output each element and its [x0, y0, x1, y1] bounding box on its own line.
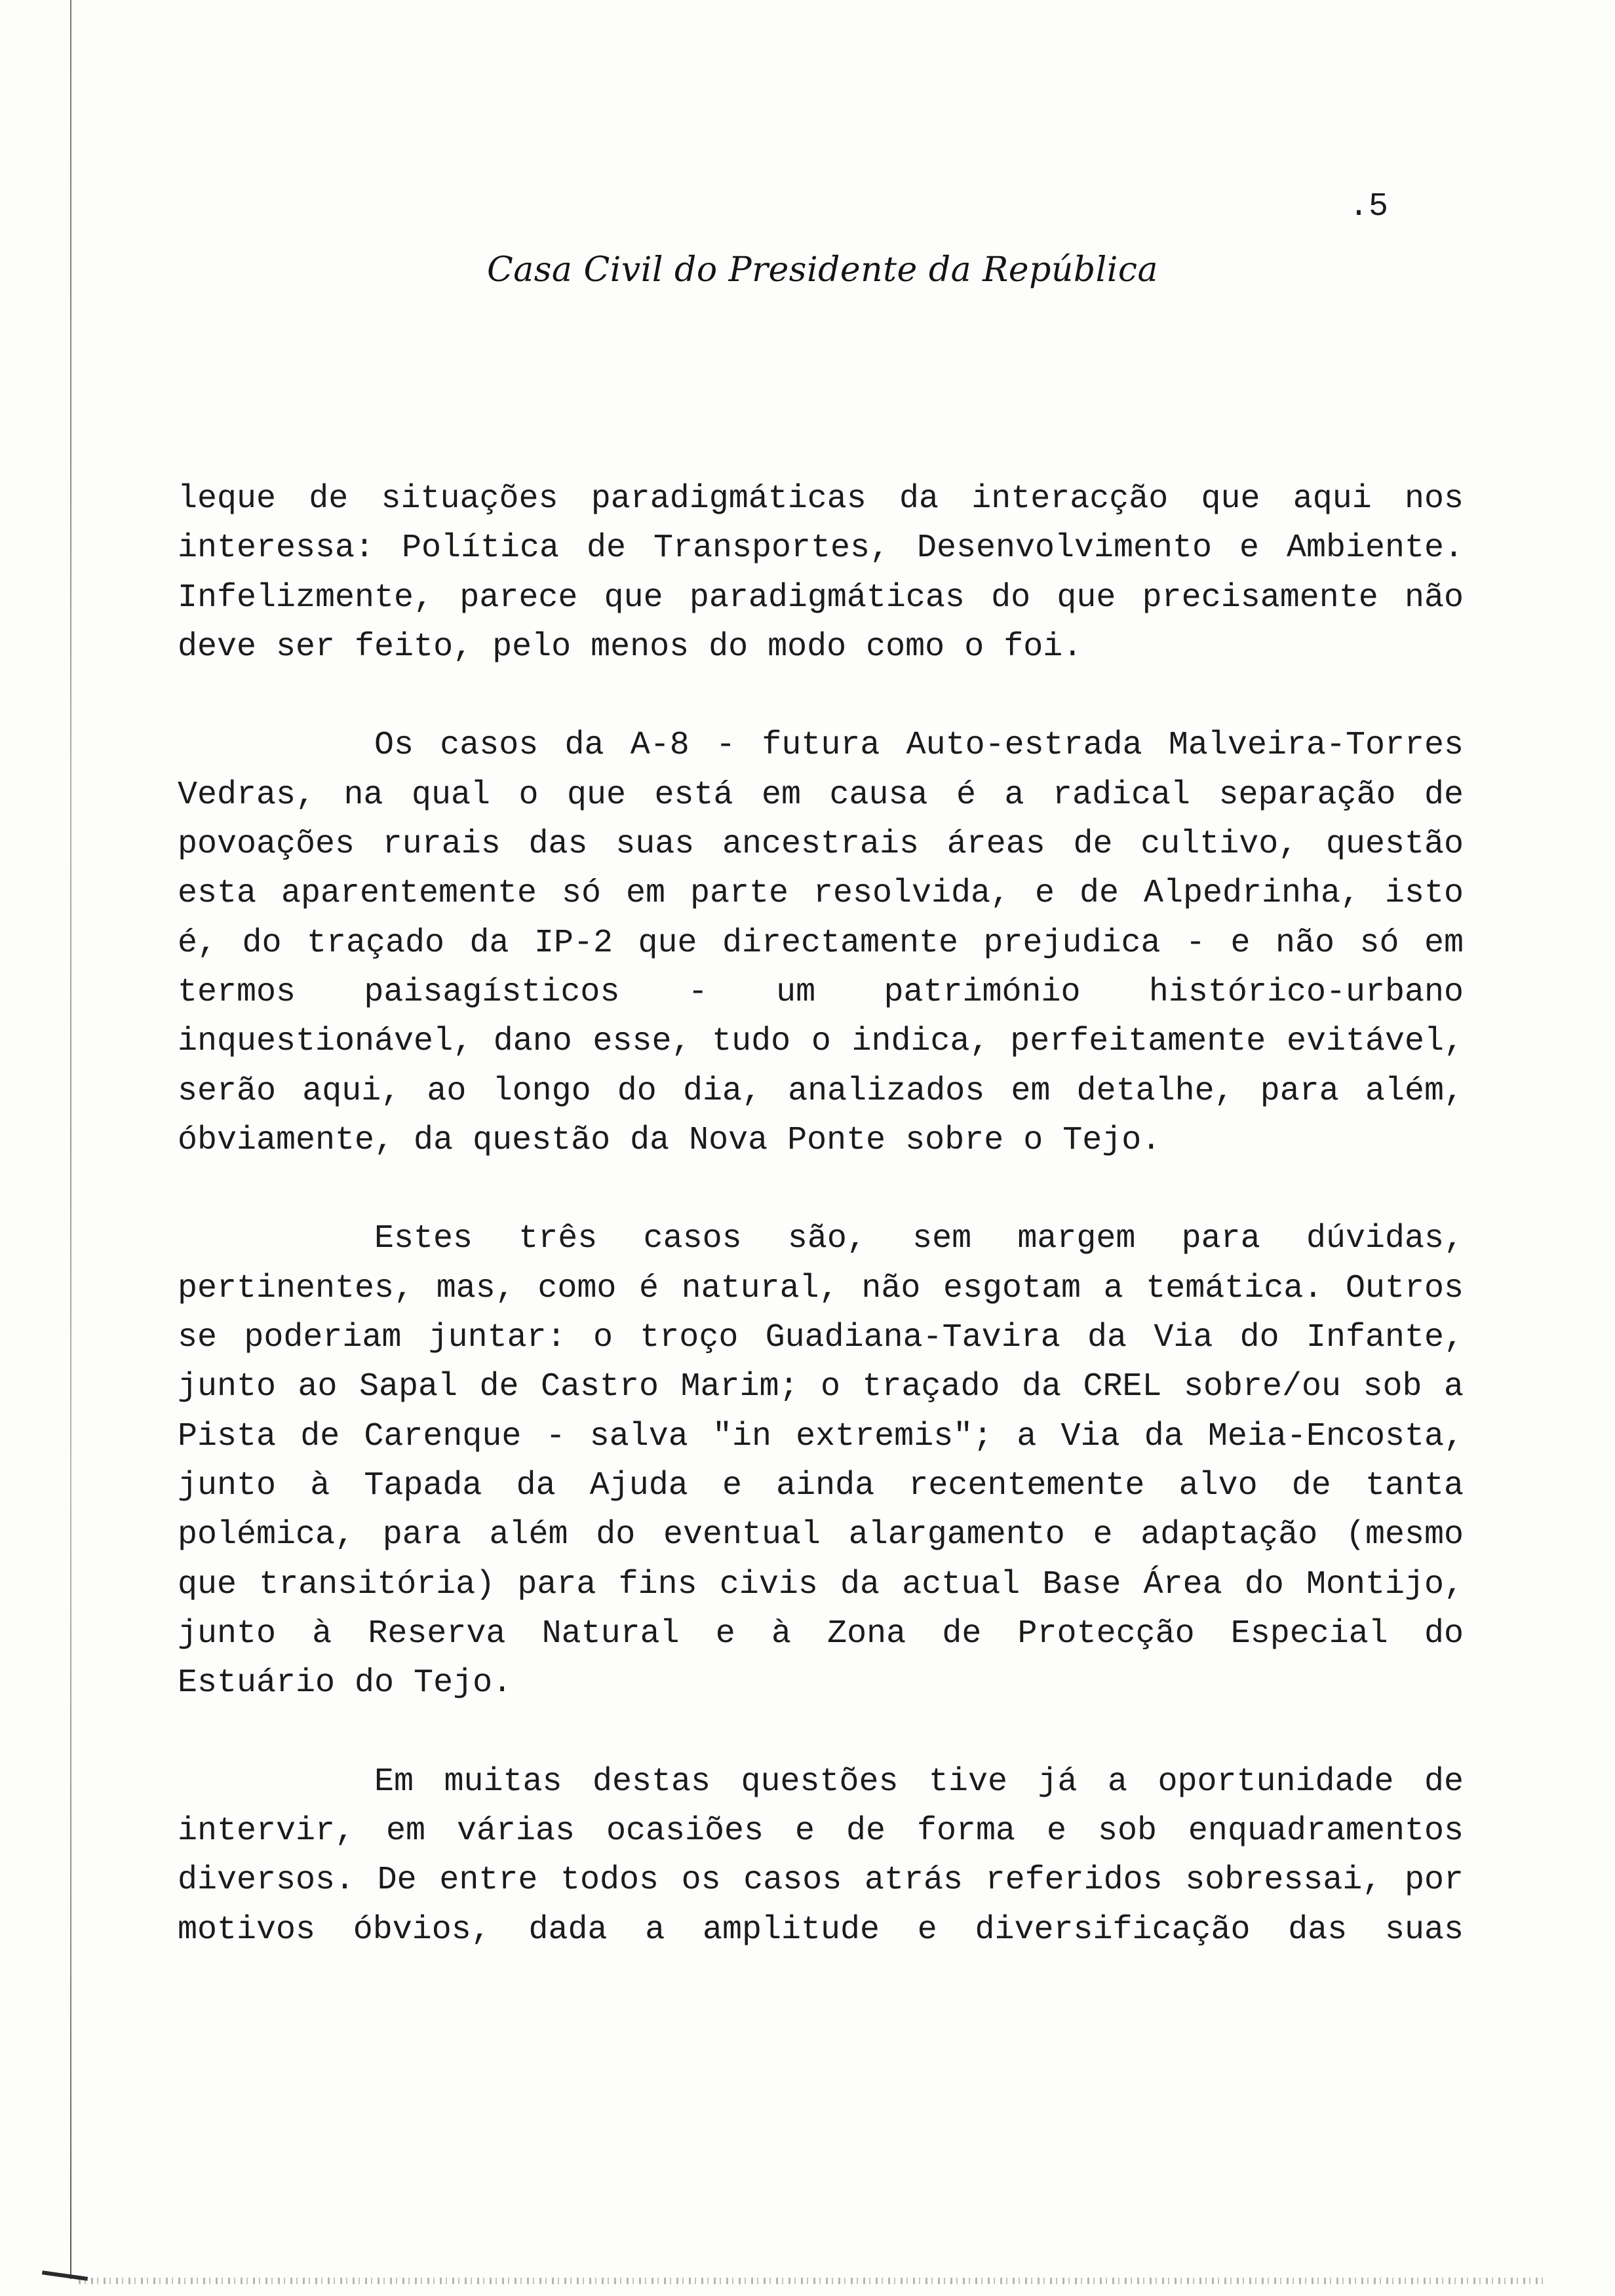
text-line: serão aqui, ao longo do dia, analizados em detalhe, para além, — [178, 1072, 1464, 1110]
text-line: interessa: Política de Transportes, Desenvolvimento e Ambiente. — [178, 529, 1464, 567]
paragraph-4 — [178, 1757, 1464, 1955]
text-line: esta aparentemente só em parte resolvida, e de Alpedrinha, isto — [178, 875, 1464, 913]
text-line: motivos óbvios, dada a amplitude e diversificação das suas — [178, 1911, 1464, 1949]
text-line: pertinentes, mas, como é natural, não esgotam a temática. Outros — [178, 1269, 1464, 1307]
text-line: é, do traçado da IP-2 que directamente prejudica - e não só em — [178, 924, 1464, 962]
paragraph-2 — [178, 721, 1464, 1165]
text-line: Estuário do Tejo. — [178, 1664, 513, 1702]
page-number: .5 — [1349, 188, 1389, 225]
text-line: Vedras, na qual o que está em causa é a radical separação de — [178, 776, 1464, 814]
left-margin-rule — [70, 0, 71, 2279]
text-line: Pista de Carenque - salva "in extremis"; a Via da Meia-Encosta, — [178, 1417, 1464, 1455]
text-line: se poderiam juntar: o troço Guadiana-Tavira da Via do Infante, — [178, 1319, 1464, 1357]
text-line: inquestionável, dano esse, tudo o indica, perfeitamente evitável, — [178, 1023, 1464, 1061]
text-line: diversos. De entre todos os casos atrás referidos sobressai, por — [178, 1862, 1464, 1900]
text-line: que transitória) para fins civis da actual Base Área do Montijo, — [178, 1565, 1464, 1603]
paragraph-3 — [178, 1214, 1464, 1708]
text-line: junto à Reserva Natural e à Zona de Protecção Especial do — [178, 1615, 1464, 1653]
letterhead: Casa Civil do Presidente da República — [486, 250, 1159, 290]
text-line: leque de situações paradigmáticas da interacção que aqui nos — [178, 480, 1464, 518]
text-line: junto ao Sapal de Castro Marim; o traçado da CREL sobre/ou sob a — [178, 1368, 1464, 1406]
text-line: Estes três casos são, sem margem para dúvidas, — [374, 1220, 1464, 1258]
text-line: deve ser feito, pelo menos do modo como o foi. — [178, 628, 1083, 666]
text-line: óbviamente, da questão da Nova Ponte sobre o Tejo. — [178, 1121, 1161, 1159]
scan-noise-band — [79, 2278, 1547, 2284]
body-text — [178, 474, 1464, 2004]
text-line: Infelizmente, parece que paradigmáticas do que precisamente não — [178, 579, 1464, 617]
text-line: Os casos da A-8 - futura Auto-estrada Malveira-Torres — [374, 727, 1464, 765]
text-line: polémica, para além do eventual alargamento e adaptação (mesmo — [178, 1516, 1464, 1554]
paragraph-1 — [178, 474, 1464, 672]
text-line: Em muitas destas questões tive já a oportunidade de — [374, 1763, 1464, 1801]
text-line: povoações rurais das suas ancestrais áreas de cultivo, questão — [178, 826, 1464, 864]
text-line: junto à Tapada da Ajuda e ainda recentemente alvo de tanta — [178, 1466, 1464, 1504]
text-line: intervir, em várias ocasiões e de forma e sob enquadramentos — [178, 1812, 1464, 1850]
text-line: termos paisagísticos - um património histórico-urbano — [178, 973, 1464, 1011]
